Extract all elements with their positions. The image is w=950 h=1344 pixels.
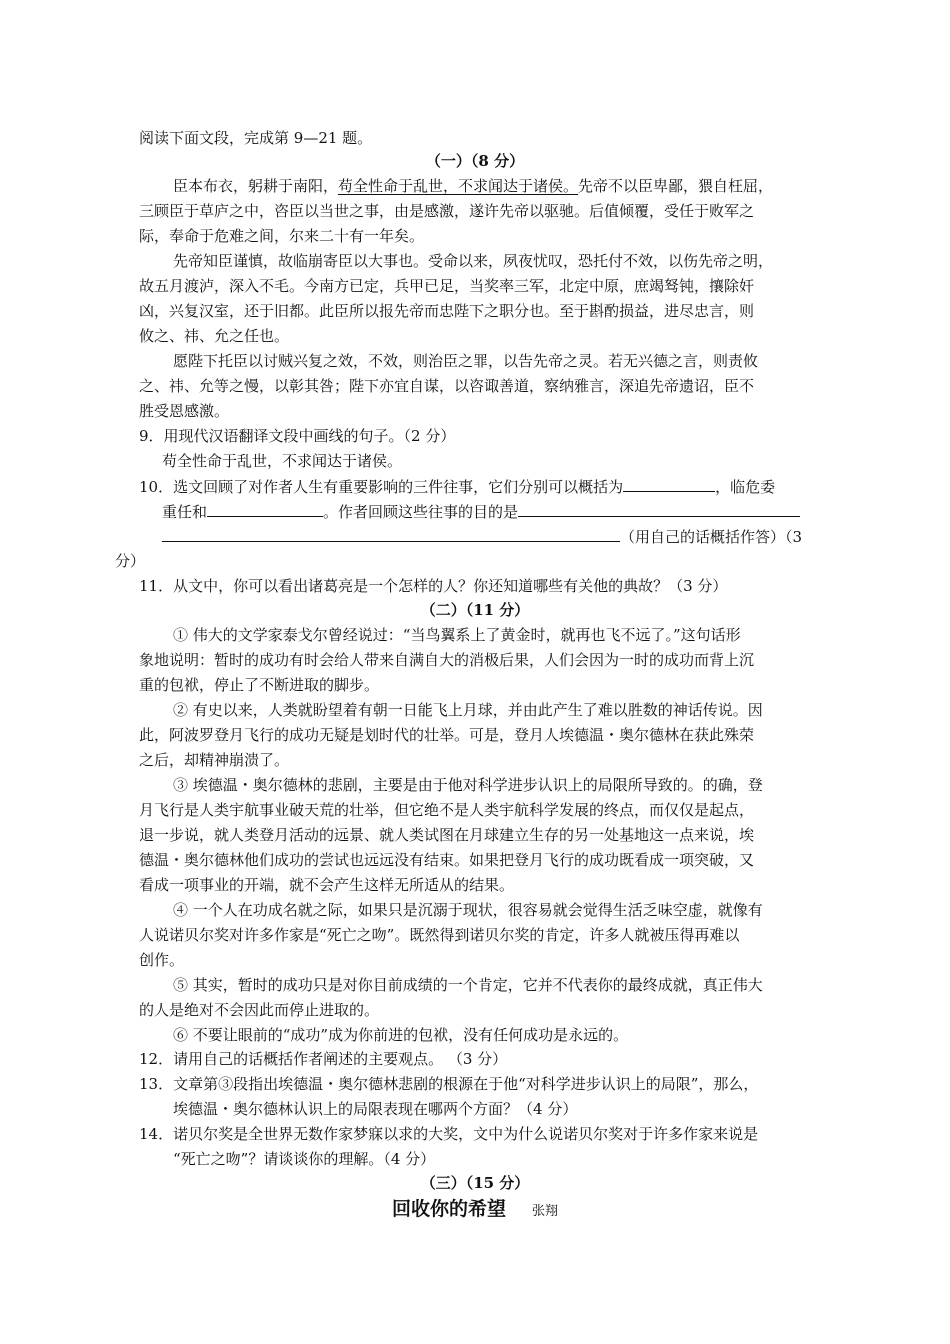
question-14-line1: 14．诺贝尔奖是全世界无数作家梦寐以求的大奖，文中为什么说诺贝尔奖对于许多作家来说是 (139, 1125, 759, 1143)
question-14-line2: “死亡之吻”？请谈谈你的理解。（4 分） (173, 1150, 436, 1168)
question-11: 11．从文中，你可以看出诸葛亮是一个怎样的人？你还知道哪些有关他的典故？（3 分） (139, 577, 728, 595)
question-10-line1 (139, 475, 775, 498)
intro-instruction: 阅读下面文段，完成第 9—21 题。 (139, 129, 373, 147)
s2-p3-line4: 德温・奥尔德林他们成功的尝试也远远没有结束。如果把登月飞行的成功既看成一项突破，又 (139, 851, 755, 869)
underlined-sentence: 苟全性命于乱世，不求闻达于诸侯。 (338, 177, 579, 195)
s2-p1-line1: ① 伟大的文学家泰戈尔曾经说过：“当鸟翼系上了黄金时，就再也飞不远了。”这句话形 (173, 626, 741, 644)
s2-p3-line5: 看成一项事业的开端，就不会产生这样无所适从的结果。 (139, 876, 515, 894)
question-10-line2 (162, 500, 800, 523)
answer-blank-4[interactable] (162, 525, 620, 542)
s1-p2-line3: 凶，兴复汉室，还于旧都。此臣所以报先帝而忠陛下之职分也。至于斟酌损益，进尽忠言，则 (139, 302, 755, 320)
s2-p2-line2: 此，阿波罗登月飞行的成功无疑是划时代的壮举。可是，登月人埃德温・奥尔德林在获此殊荣 (139, 726, 755, 744)
s2-p4-line1: ④ 一个人在功成名就之际，如果只是沉溺于现状，很容易就会觉得生活乏味空虚，就像有 (173, 901, 763, 919)
s1-p3-line2: 之、祎、允等之慢，以彰其咎；陛下亦宜自谋，以咨诹善道，察纳雅言，深追先帝遗诏，臣不 (139, 377, 755, 395)
s2-p2-line1: ② 有史以来，人类就盼望着有朝一日能飞上月球，并由此产生了难以胜数的神话传说。因 (173, 701, 763, 719)
s2-p3-line2: 月飞行是人类宇航事业破天荒的壮举，但它绝不是人类宇航科学发展的终点，而仅仅是起点， (139, 801, 755, 819)
section2-heading: （二）（11 分） (420, 601, 530, 619)
s1-p3-line3: 胜受恩感激。 (139, 402, 230, 420)
question-9-sentence: 苟全性命于乱世，不求闻达于诸侯。 (162, 452, 403, 470)
question-13-line1: 13．文章第③段指出埃德温・奥尔德林悲剧的根源在于他“对科学进步认识上的局限”，那么， (139, 1075, 759, 1093)
question-9: 9．用现代汉语翻译文段中画线的句子。（2 分） (139, 427, 456, 445)
question-12: 12．请用自己的话概括作者阐述的主要观点。 （3 分） (139, 1050, 508, 1068)
s2-p5-line1: ⑤ 其实，暂时的成功只是对你目前成绩的一个肯定，它并不代表你的最终成就，真正伟大 (173, 976, 763, 994)
s2-p2-line3: 之后，却精神崩溃了。 (139, 751, 290, 769)
question-10-line4: 分） (115, 552, 146, 570)
article-title-line (0, 1196, 950, 1225)
s1-p1-line2: 三顾臣于草庐之中，咨臣以当世之事，由是感激，遂许先帝以驱驰。后值倾覆，受任于败军之 (139, 202, 755, 220)
answer-blank-1[interactable] (623, 475, 715, 492)
s2-p4-line3: 创作。 (139, 951, 185, 969)
s1-p2-line4: 攸之、祎、允之任也。 (139, 327, 290, 345)
q10-text-b: ，临危委 (715, 478, 776, 496)
s1-p2-line2: 故五月渡泸，深入不毛。今南方已定，兵甲已足，当奖率三军，北定中原，庶竭驽钝，攘除奸 (139, 277, 755, 295)
q10-text-a: 10．选文回顾了对作者人生有重要影响的三件往事，它们分别可以概括为 (139, 478, 624, 496)
answer-blank-3[interactable] (518, 500, 800, 517)
s1-p1-line1 (173, 175, 773, 197)
s1-p1-text-post: 先帝不以臣卑鄙，猥自枉屈， (578, 177, 774, 195)
s1-p2-line1: 先帝知臣谨慎，故临崩寄臣以大事也。受命以来，夙夜忧叹，恐托付不效，以伤先帝之明， (173, 252, 774, 270)
s1-p1-line3: 际，奉命于危难之间，尔来二十有一年矣。 (139, 227, 425, 245)
question-13-line2: 埃德温・奥尔德林认识上的局限表现在哪两个方面？（4 分） (173, 1100, 578, 1118)
q10-text-d: 。作者回顾这些往事的目的是 (323, 503, 519, 521)
s1-p3-line1: 愿陛下托臣以讨贼兴复之效，不效，则治臣之罪，以告先帝之灵。若无兴德之言，则责攸 (173, 352, 759, 370)
s2-p4-line2: 人说诺贝尔奖对许多作家是“死亡之吻”。既然得到诺贝尔奖的肯定，许多人就被压得再难以 (139, 926, 740, 944)
section3-heading: （三）（15 分） (420, 1174, 530, 1192)
s2-p3-line3: 退一步说，就人类登月活动的远景、就人类试图在月球建立生存的另一处基地这一点来说，埃 (139, 826, 755, 844)
s2-p6: ⑥ 不要让眼前的“成功”成为你前进的包袱，没有任何成功是永远的。 (173, 1026, 629, 1044)
s2-p5-line2: 的人是绝对不会因此而停止进取的。 (139, 1001, 380, 1019)
answer-blank-2[interactable] (207, 500, 323, 517)
s2-p3-line1: ③ 埃德温・奥尔德林的悲剧，主要是由于他对科学进步认识上的局限所导致的。的确，登 (173, 776, 763, 794)
question-10-line3 (162, 525, 802, 548)
s1-p1-text-pre: 臣本布衣，躬耕于南阳， (173, 177, 339, 195)
q10-text-e: （用自己的话概括作答）（3 (620, 528, 803, 546)
s2-p1-line2: 象地说明：暂时的成功有时会给人带来自满自大的消极后果，人们会因为一时的成功而背上沉 (139, 651, 755, 669)
article-title: 回收你的希望 (391, 1198, 506, 1220)
q10-text-c: 重任和 (162, 503, 208, 521)
article-author: 张翔 (532, 1204, 559, 1219)
s2-p1-line3: 重的包袱，停止了不断进取的脚步。 (139, 676, 380, 694)
section1-heading: （一）（8 分） (425, 152, 525, 170)
